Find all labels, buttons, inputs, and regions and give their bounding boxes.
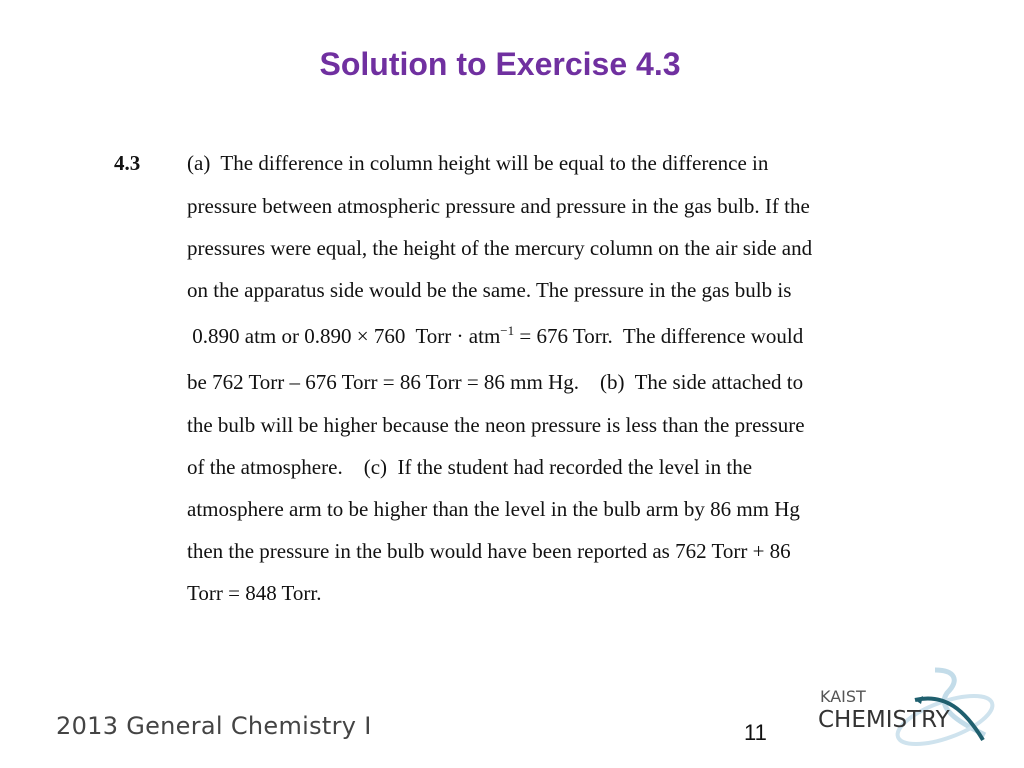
page-number: 11 bbox=[744, 720, 767, 745]
solution-line: on the apparatus side would be the same. The pressure in the gas bulb is bbox=[187, 278, 792, 302]
solution-line: Torr = 848 Torr. bbox=[187, 581, 322, 605]
solution-line: pressures were equal, the height of the mercury column on the air side and bbox=[187, 236, 813, 260]
slide-title: Solution to Exercise 4.3 bbox=[319, 46, 681, 82]
solution-line: the bulb will be higher because the neon pressure is less than the pressure bbox=[187, 413, 805, 437]
solution-line: (a) The difference in column height will be equal to the difference in bbox=[187, 151, 769, 175]
svg-text:KAIST: KAIST bbox=[820, 687, 866, 706]
equation-line bbox=[187, 323, 803, 349]
equation-before: 0.890 atm or 0.890 × 760 Torr · atm bbox=[187, 324, 501, 348]
equation-after: = 676 Torr. The difference would bbox=[514, 324, 804, 348]
solution-line: pressure between atmospheric pressure and pressure in the gas bulb. If the bbox=[187, 194, 810, 218]
solution-line: atmosphere arm to be higher than the level in the bulb arm by 86 mm Hg bbox=[187, 497, 800, 521]
solution-line: be 762 Torr – 676 Torr = 86 Torr = 86 mm Hg. (b) The side attached to bbox=[187, 370, 804, 394]
solution-line: of the atmosphere. (c) If the student had recorded the level in the bbox=[187, 455, 753, 479]
footer-course-name: 2013 General Chemistry I bbox=[56, 712, 372, 740]
equation-superscript: −1 bbox=[500, 323, 515, 338]
kaist-chemistry-logo bbox=[815, 665, 1005, 755]
solution-line: then the pressure in the bulb would have been reported as 762 Torr + 86 bbox=[187, 539, 791, 563]
exercise-number: 4.3 bbox=[114, 151, 141, 175]
svg-text:CHEMISTRY: CHEMISTRY bbox=[818, 707, 950, 733]
